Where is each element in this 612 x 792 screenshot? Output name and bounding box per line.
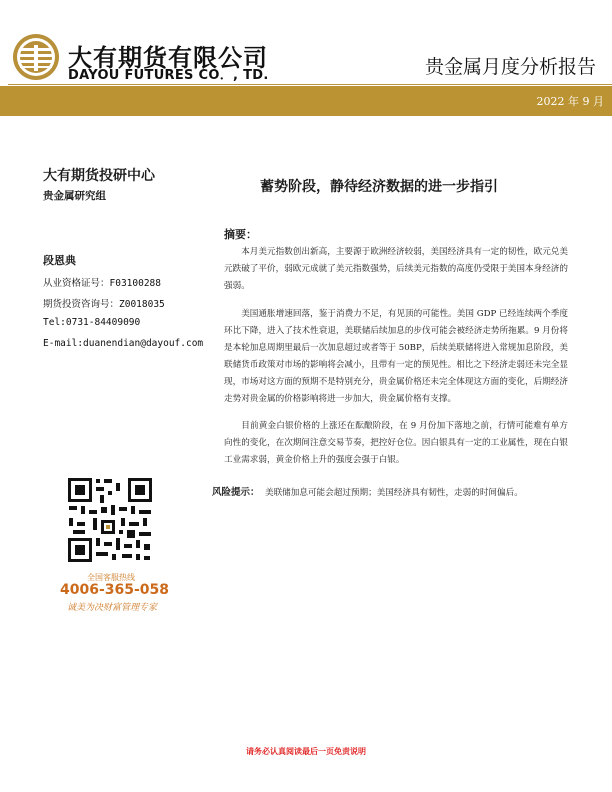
qualification-number: 从业资格证号：F03100288 — [43, 278, 161, 289]
hotline-label: 全国客服热线 — [87, 573, 135, 582]
report-headline: 蓄势阶段，静待经济数据的进一步指引 — [260, 179, 498, 195]
date-banner — [0, 86, 612, 116]
report-date: 2022 年 9 月 — [536, 95, 604, 108]
company-name-cn: 大有期货有限公司 — [68, 44, 268, 72]
risk-text: 美联储加息可能会超过预期；美国经济具有韧性，走弱的时间偏后。 — [264, 488, 523, 498]
slogan: 诚美为决财富管理专家 — [66, 603, 157, 613]
company-name-en: DAYOU FUTURES CO．, TD. — [68, 68, 269, 83]
research-group-name: 贵金属研究组 — [43, 190, 106, 202]
disclaimer-note[interactable]: 请务必认真阅读最后一页免责说明 — [246, 747, 366, 756]
hotline-number: 4006-365-058 — [60, 582, 170, 598]
research-center-name: 大有期货投研中心 — [43, 168, 155, 184]
consult-number: 期货投资咨询号：Z0018035 — [43, 299, 165, 310]
header-divider — [8, 84, 612, 85]
qr-code-icon — [66, 476, 154, 564]
email-link[interactable]: E-mail:duanendian@dayouf.com — [43, 338, 204, 349]
report-title: 贵金属月度分析报告 — [424, 56, 596, 78]
risk-warning — [212, 480, 570, 506]
analyst-name: 段恩典 — [43, 254, 76, 267]
abstract-paragraph: 美国通胀增速回落，鉴于消费力不足，有见顶的可能性。美国 GDP 已经连续两个季度环比下降，进入了技术性衰退，美联储后续加息的步伐可能会被经济走势所拖累。9 月份将是本轮加息周期里最后一次加息超过或者等于 50BP，后续美联储将进入常规加息阶段，美联储货币政策对市场的影响将会减小，且带有一定的预见性。相比之下经济走弱还未完全显现，市场对这方面的预期不是特别充分，贵金属价格还未完全体现这方面的变化，后期经济走势对贵金属的价格影响将进一步加大，贵金属价格有支撑。 — [224, 309, 568, 404]
abstract-label: 摘要： — [224, 228, 257, 241]
abstract-paragraph: 目前黄金白银价格的上涨还在酝酿阶段，在 9 月份加下落地之前，行情可能难有单方向性的变化，在次期间注意交易节奏，把控好仓位。因白银具有一定的工业属性，现在白银工业需求弱，黄金价格上升的强度会强于白银。 — [224, 421, 568, 465]
risk-label: 风险提示： — [212, 487, 260, 498]
dayou-logo-icon — [12, 33, 60, 81]
abstract-paragraph: 本月美元指数创出新高，主要源于欧洲经济较弱，美国经济具有一定的韧性，欧元兑美元跌破了平价，弱欧元成就了美元指数强势，后续美元指数的高度仍受限于美国本身经济的强弱。 — [224, 247, 568, 291]
telephone: Tel:0731-84409090 — [43, 317, 141, 328]
